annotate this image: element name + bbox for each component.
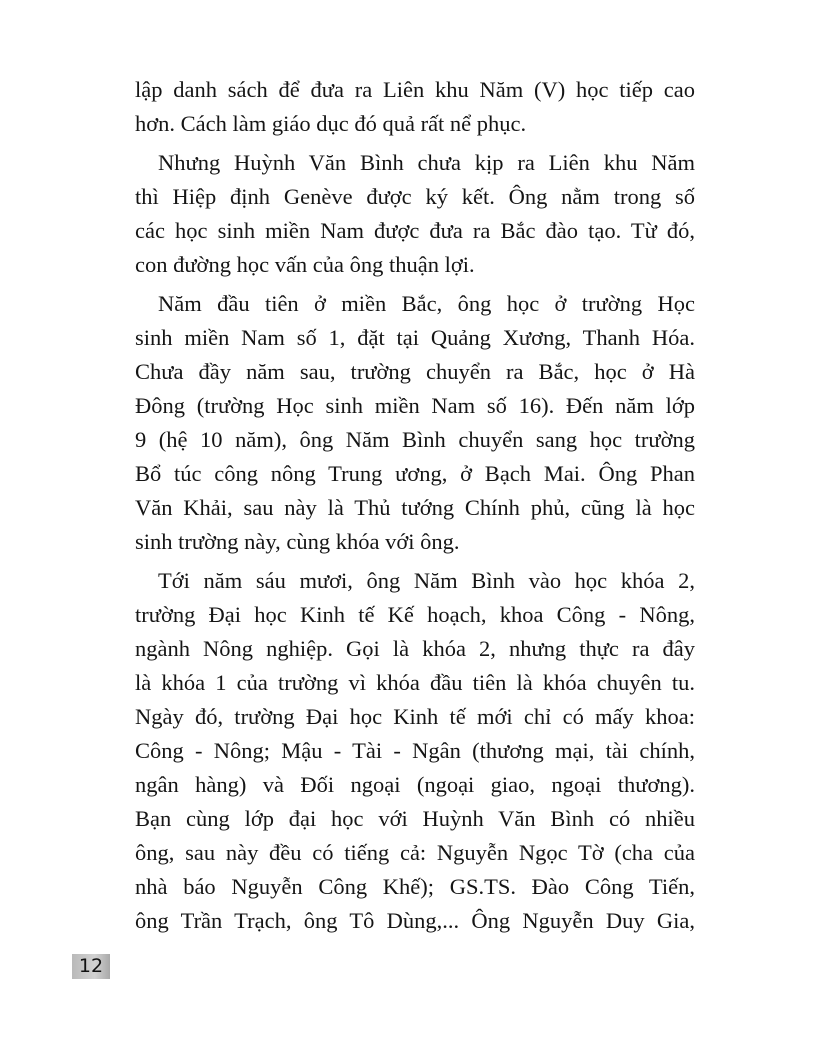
text-line: Bạn cùng lớp đại học với Huỳnh Văn Bình có nhiều [135, 806, 695, 831]
body-text [135, 73, 695, 943]
text-line: ngân hàng) và Đối ngoại (ngoại giao, ngoại thương). [135, 772, 695, 797]
text-line: lập danh sách để đưa ra Liên khu Năm (V) học tiếp cao [135, 77, 695, 102]
text-line: 9 (hệ 10 năm), ông Năm Bình chuyển sang học trường [135, 427, 695, 452]
text-line: Bổ túc công nông Trung ương, ở Bạch Mai. Ông Phan [135, 461, 695, 486]
text-line: Tới năm sáu mươi, ông Năm Bình vào học khóa 2, [158, 568, 695, 593]
text-line: sinh trường này, cùng khóa với ông. [135, 529, 460, 554]
text-line: Nhưng Huỳnh Văn Bình chưa kịp ra Liên khu Năm [158, 150, 695, 175]
paragraph-4 [135, 564, 695, 938]
text-line: con đường học vấn của ông thuận lợi. [135, 252, 475, 277]
paragraph-3 [135, 287, 695, 559]
text-line: Chưa đầy năm sau, trường chuyển ra Bắc, học ở Hà [135, 359, 695, 384]
text-line: Năm đầu tiên ở miền Bắc, ông học ở trường Học [158, 291, 695, 316]
text-line: Công - Nông; Mậu - Tài - Ngân (thương mại, tài chính, [135, 738, 695, 763]
text-line: là khóa 1 của trường vì khóa đầu tiên là khóa chuyên tu. [135, 670, 695, 695]
text-line: ông Trần Trạch, ông Tô Dùng,... Ông Nguyễn Duy Gia, [135, 908, 695, 933]
text-line: các học sinh miền Nam được đưa ra Bắc đào tạo. Từ đó, [135, 218, 695, 243]
text-line: ngành Nông nghiệp. Gọi là khóa 2, nhưng thực ra đây [135, 636, 695, 661]
text-line: nhà báo Nguyễn Công Khế); GS.TS. Đào Công Tiến, [135, 874, 695, 899]
text-line: Đông (trường Học sinh miền Nam số 16). Đến năm lớp [135, 393, 695, 418]
paragraph-1 [135, 73, 695, 141]
text-line: trường Đại học Kinh tế Kế hoạch, khoa Công - Nông, [135, 602, 695, 627]
text-line: Ngày đó, trường Đại học Kinh tế mới chỉ có mấy khoa: [135, 704, 695, 729]
text-line: Văn Khải, sau này là Thủ tướng Chính phủ, cũng là học [135, 495, 695, 520]
text-line: ông, sau này đều có tiếng cả: Nguyễn Ngọc Tờ (cha của [135, 840, 695, 865]
paragraph-2 [135, 146, 695, 282]
page-number: 12 [72, 954, 110, 979]
text-line: sinh miền Nam số 1, đặt tại Quảng Xương, Thanh Hóa. [135, 325, 695, 350]
text-line: hơn. Cách làm giáo dục đó quả rất nể phục. [135, 111, 527, 136]
text-line: thì Hiệp định Genève được ký kết. Ông nằm trong số [135, 184, 695, 209]
